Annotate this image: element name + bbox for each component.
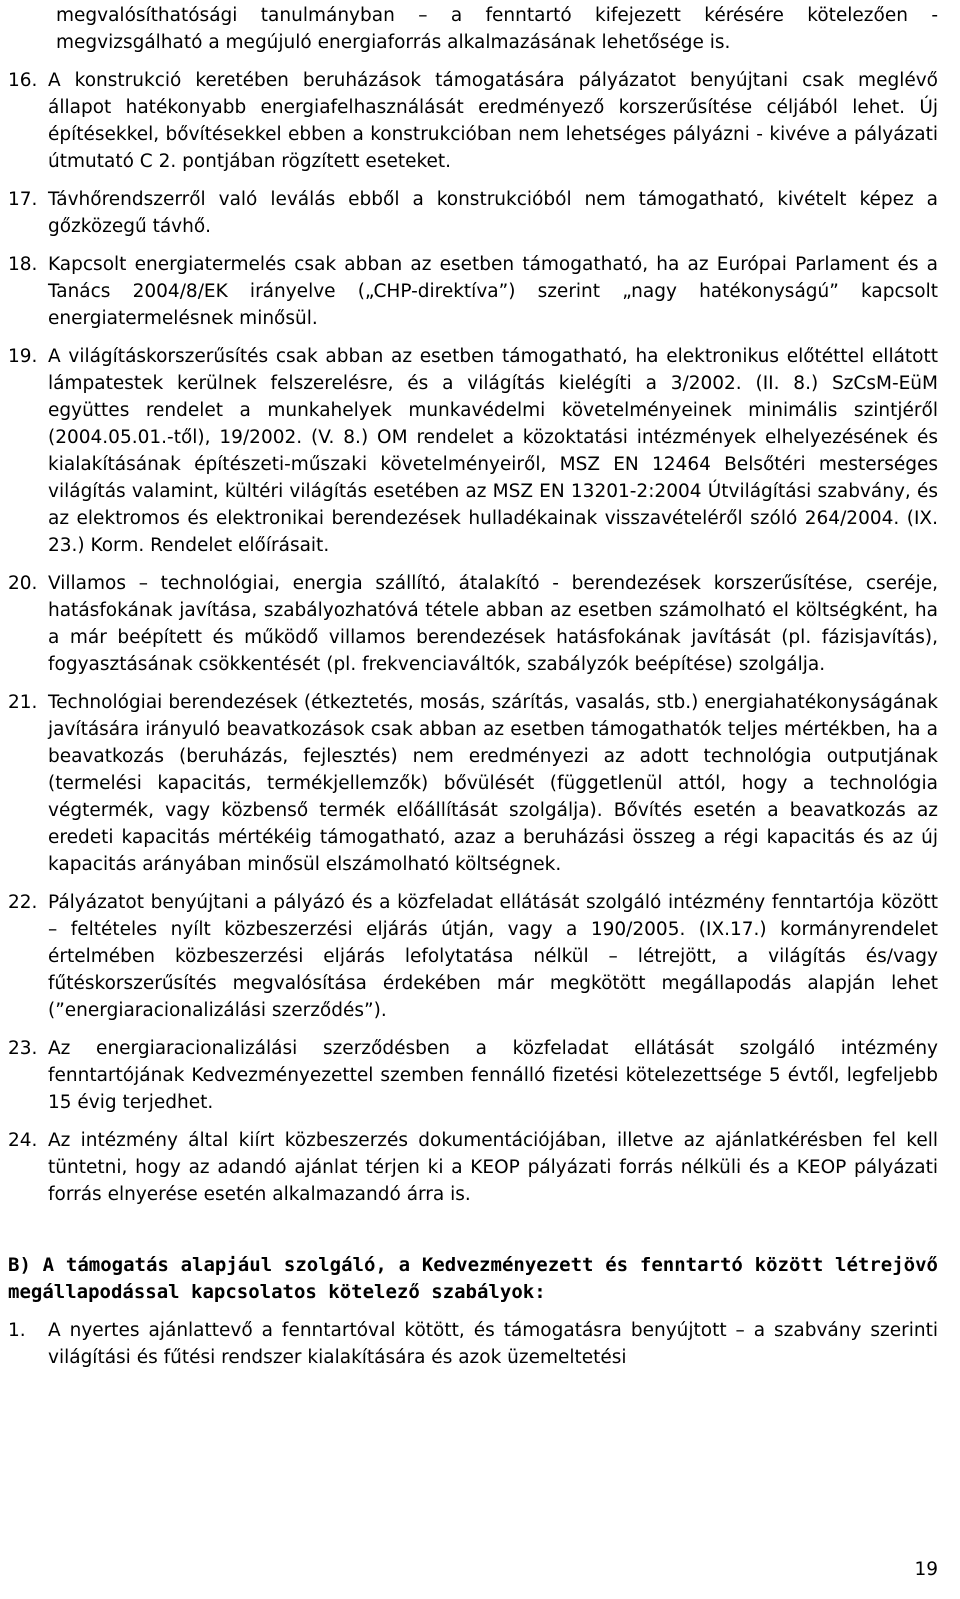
list-item bbox=[8, 1317, 938, 1371]
item-text: Villamos – technológiai, energia szállító, átalakító - berendezések korszerűsítése, cseréje, hatásfokának javítása, szabályozhatóvá tétele abban az esetben számolható el költségként, ha a már beépített és működő villamos berendezések hatásfokának javítását (pl. fázisjavítás), fogyasztásának csökkentését (pl. frekvenciaváltók, szabályzók beépítése) szolgálja. bbox=[48, 573, 938, 675]
list-item bbox=[8, 1127, 938, 1208]
list-item bbox=[8, 343, 938, 559]
item-number: 23. bbox=[8, 1038, 38, 1059]
page-content bbox=[8, 2, 938, 1382]
item-number: 16. bbox=[8, 70, 38, 91]
item-text: A konstrukció keretében beruházások támogatására pályázatot benyújtani csak meglévő állapot hatékonyabb energiafelhasználását eredményező korszerűsítése céljából lehet. Új építésekkel, bővítésekkel ebben a konstrukcióban nem lehetséges pályázni - kivéve a pályázati útmutató C 2. pontjában rögzített eseteket. bbox=[48, 70, 938, 172]
intro-paragraph: megvalósíthatósági tanulmányban – a fenntartó kifejezett kérésére kötelezően - megvizsgálható a megújuló energiaforrás alkalmazásának lehetősége is. bbox=[56, 5, 938, 53]
item-number: 22. bbox=[8, 892, 38, 913]
item-text: Távhőrendszerről való leválás ebből a konstrukcióból nem támogatható, kivételt képez a gőzközegű távhő. bbox=[48, 189, 938, 237]
item-number: 18. bbox=[8, 254, 38, 275]
section-heading: B) A támogatás alapjául szolgáló, a Kedvezményezett és fenntartó között létrejövő megállapodással kapcsolatos kötelező szabályok: bbox=[8, 1254, 938, 1303]
item-number: 1. bbox=[8, 1320, 26, 1341]
list-item bbox=[8, 1035, 938, 1116]
item-text: Pályázatot benyújtani a pályázó és a közfeladat ellátását szolgáló intézmény fenntartója között – feltételes nyílt közbeszerzési eljárás útján, vagy a 190/2005. (IX.17.) kormányrendelet értelmében közbeszerzési eljárás lefolytatása nélkül – létrejött, a világítás és/vagy fűtéskorszerűsítés megvalósítása érdekében már megkötött megállapodás alapján lehet (”energiaracionalizálási szerződés”). bbox=[48, 892, 938, 1021]
list-item bbox=[8, 186, 938, 240]
list-item bbox=[8, 889, 938, 1024]
item-number: 17. bbox=[8, 189, 38, 210]
list-item bbox=[8, 251, 938, 332]
item-number: 19. bbox=[8, 346, 38, 367]
list-item bbox=[8, 570, 938, 678]
item-text: A nyertes ajánlattevő a fenntartóval kötött, és támogatásra benyújtott – a szabvány szerinti világítási és fűtési rendszer kialakítására és azok üzemeltetési bbox=[48, 1320, 938, 1368]
item-number: 24. bbox=[8, 1130, 38, 1151]
item-text: Az energiaracionalizálási szerződésben a közfeladat ellátását szolgáló intézmény fenntartójának Kedvezményezettel szemben fennálló fizetési kötelezettsége 5 évtől, legfeljebb 15 évig terjedhet. bbox=[48, 1038, 938, 1113]
item-text: Kapcsolt energiatermelés csak abban az esetben támogatható, ha az Európai Parlament és a Tanács 2004/8/EK irányelve („CHP-direktíva”) szerint „nagy hatékonyságú” kapcsolt energiatermelésnek minősül. bbox=[48, 254, 938, 329]
item-text: A világításkorszerűsítés csak abban az esetben támogatható, ha elektronikus előtéttel ellátott lámpatestek kerülnek felszerelésre, és a világítás kielégíti a 3/2002. (II. 8.) SzCsM-EüM együttes rendelet a munkahelyek munkavédelmi követelményeinek minimális szintjéről (2004.05.01.-től), 19/2002. (V. 8.) OM rendelet a közoktatási intézmények elhelyezésének és kialakításának építészeti-műszaki követelményeiről, MSZ EN 12464 Belsőtéri mesterséges világítás valamint, kültéri világítás esetében az MSZ EN 13201-2:2004 Útvilágítási szabvány, és az elektromos és elektronikai berendezések hulladékainak visszavételéről szóló 264/2004. (IX. 23.) Korm. Rendelet előírásait. bbox=[48, 346, 938, 556]
item-number: 20. bbox=[8, 573, 38, 594]
item-text: Az intézmény által kiírt közbeszerzés dokumentációjában, illetve az ajánlatkérésben fel kell tüntetni, hogy az adandó ajánlat térjen ki a KEOP pályázati forrás nélküli és a KEOP pályázati forrás elnyerése esetén alkalmazandó árra is. bbox=[48, 1130, 938, 1205]
list-item bbox=[8, 67, 938, 175]
item-number: 21. bbox=[8, 692, 38, 713]
item-text: Technológiai berendezések (étkeztetés, mosás, szárítás, vasalás, stb.) energiahatékonyságának javítására irányuló beavatkozások csak abban az esetben támogathatók teljes mértékben, ha a beavatkozás (beruházás, fejlesztés) nem eredményezi az adott technológia outputjának (termelési kapacitás, termékjellemzők) bővülését (függetlenül attól, hogy a technológia végtermék, vagy közbenső termék előállítását szolgálja). Bővítés esetén a beavatkozás az eredeti kapacitás mértékéig támogatható, azaz a beruházási összeg a régi kapacitás és az új kapacitás arányában minősül elszámolható költségnek. bbox=[48, 692, 938, 875]
list-item bbox=[8, 689, 938, 878]
page-number: 19 bbox=[914, 1559, 938, 1580]
